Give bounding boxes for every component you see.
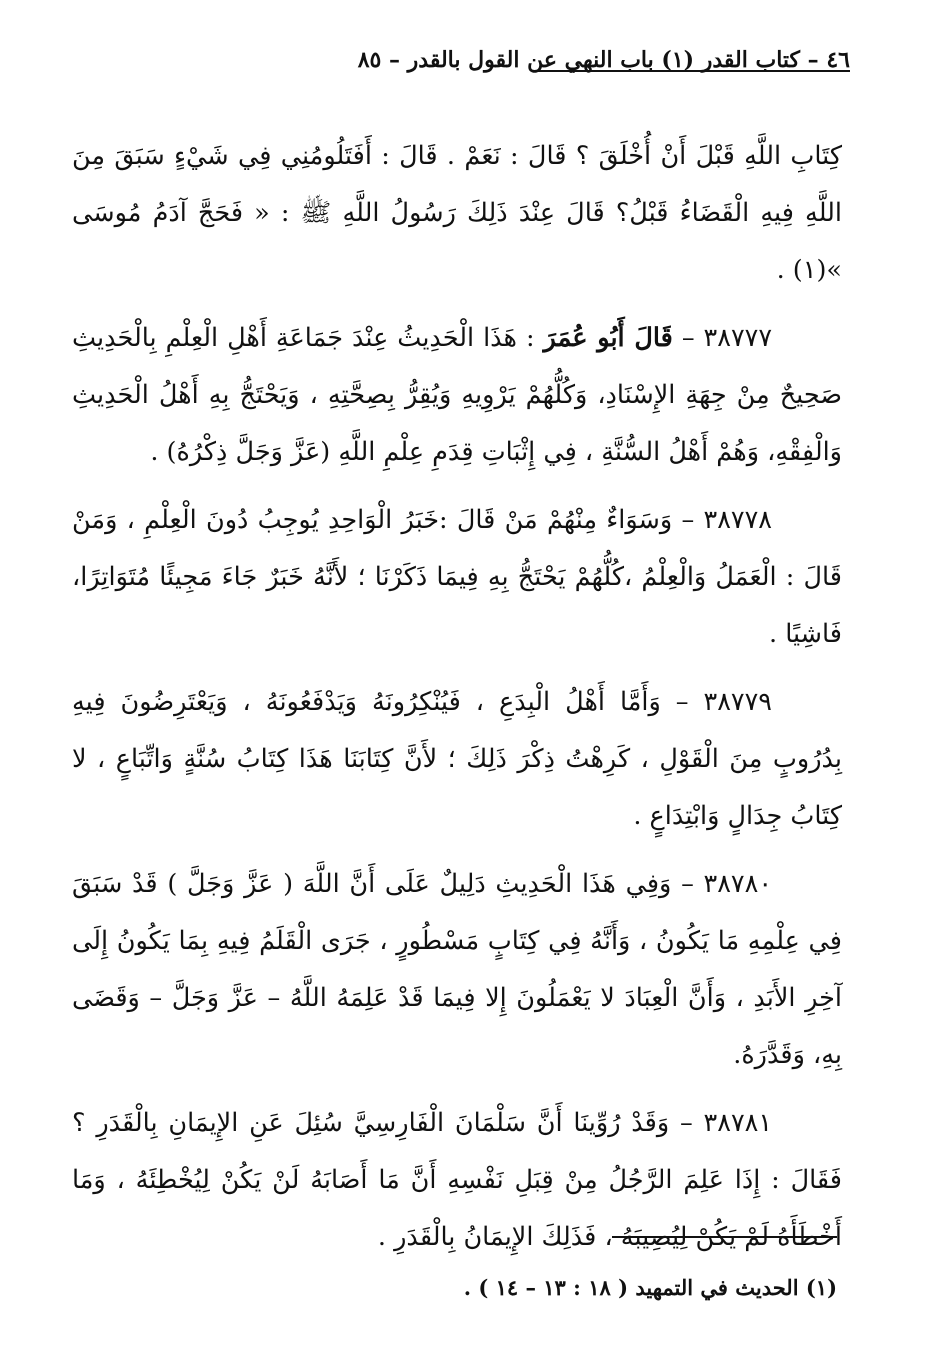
paragraph-text: وَأَمَّا أَهْلُ الْبِدَعِ ، فَيُنْكِرُونَهُ وَيَدْفَعُونَهُ ، وَيَعْتَرِضُونَ فِيهِ بِدُرُوبٍ مِنَ الْقَوْلِ ، كَرِهْتُ ذِكْرَ ذَلِكَ ؛ لأَنَّ كِتَابَنَا هَذَا كِتَابُ سُنَّةٍ وَاتِّبَاعٍ ، لا كِتَابُ جِدَالٍ وَابْتِدَاعٍ . — [72, 687, 842, 831]
paragraph-number: ٣٨٧٧٧ – — [681, 323, 773, 353]
paragraph-38778 — [72, 492, 842, 663]
footnote — [97, 1275, 837, 1300]
paragraph-number: ٣٨٧٨١ – — [680, 1108, 773, 1138]
main-text — [72, 128, 842, 1277]
paragraph-text: وَفِي هَذَا الْحَدِيثِ دَلِيلٌ عَلَى أَنَّ اللَّهَ ( عَزَّ وَجَلَّ ) قَدْ سَبَقَ فِي عِلْمِهِ مَا يَكُونُ ، وَأَنَّهُ فِي كِتَابٍ مَسْطُورٍ ، جَرَى الْقَلَمُ فِيهِ بِمَا يَكُونُ إِلَى آخِرِ الأَبَدِ ، وَأَنَّ الْعِبَادَ لا يَعْمَلُونَ إِلا فِيمَا قَدْ عَلِمَهُ اللَّهُ – عَزَّ وَجَلَّ – وَقَضَى بِهِ، وَقَدَّرَهُ. — [72, 869, 842, 1070]
header-rule — [535, 70, 850, 72]
footnote-rule — [612, 1236, 837, 1238]
paragraph-38781 — [72, 1095, 842, 1266]
paragraph-text: كِتَابِ اللَّهِ قَبْلَ أَنْ أُخْلَقَ ؟ قَالَ : نَعَمْ . قَالَ : أَفَتَلُومُنِي فِي شَيْءٍ سَبَقَ مِنَ اللَّهِ فِيهِ الْقَضَاءُ قَبْلُ؟ قَالَ عِنْدَ ذَلِكَ رَسُولُ اللَّهِ ﷺ : « فَحَجَّ آدَمُ مُوسَى »(١) . — [72, 141, 842, 285]
paragraph-text: وَقَدْ رُوِّينَا أَنَّ سَلْمَانَ الْفَارِسِيَّ سُئِلَ عَنِ الإِيمَانِ بِالْقَدَرِ ؟ فَقَالَ : إِذَا عَلِمَ الرَّجُلُ مِنْ قِبَلِ نَفْسِهِ أَنَّ مَا أَصَابَهُ لَنْ يَكُنْ لِيُخْطِئَهُ ، وَمَا أَخْطَأَهُ لَمْ يَكُنْ لِيُصِيبَهُ ، فَذَلِكَ الإِيمَانُ بِالْقَدَرِ . — [72, 1108, 842, 1252]
running-header-text: ٤٦ – كتاب القدر (١) باب النهي عن القول بالقدر – ٨٥ — [357, 47, 850, 73]
paragraph-text: : هَذَا الْحَدِيثُ عِنْدَ جَمَاعَةِ أَهْلِ الْعِلْمِ بِالْحَدِيثِ صَحِيحٌ مِنْ جِهَةِ الإِسْنَادِ، وَكُلُّهُمْ يَرْوِيهِ وَيُقِرُّ بِصِحَّتِهِ ، وَيَحْتَجُّ بِهِ أَهْلُ الْحَدِيثِ وَالْفِقْهِ، وَهُمْ أَهْلُ السُّنَّةِ ، فِي إِثْبَاتِ قِدَمِ عِلْمِ اللَّهِ (عَزَّ وَجَلَّ ذِكْرُهُ) . — [72, 323, 842, 467]
paragraph-number: ٣٨٧٧٨ – — [681, 505, 772, 535]
paragraph-38777 — [72, 310, 842, 481]
paragraph-text: وَسَوَاءٌ مِنْهُمْ مَنْ قَالَ :خَبَرُ الْوَاحِدِ يُوجِبُ دُونَ الْعِلْمِ ، وَمَنْ قَالَ : الْعَمَلُ وَالْعِلْمُ ،كُلُّهُمْ يَحْتَجُّ بِهِ فِيمَا ذَكَرْنَا ؛ لأَنَّهُ خَبَرٌ جَاءَ مَجِيئًا مُتَوَاتِرًا، فَاشِيًا . — [72, 505, 842, 649]
running-header — [70, 40, 850, 80]
paragraph-continuation — [72, 128, 842, 299]
paragraph-lead: قَالَ أَبُو عُمَرَ — [543, 323, 673, 353]
paragraph-38779 — [72, 674, 842, 845]
footnote-text: (١) الحديث في التمهيد ( ١٨ : ١٣ – ١٤ ) . — [463, 1275, 837, 1300]
paragraph-38780 — [72, 856, 842, 1084]
paragraph-number: ٣٨٧٧٩ – — [675, 687, 772, 717]
paragraph-number: ٣٨٧٨٠ – — [681, 869, 773, 899]
